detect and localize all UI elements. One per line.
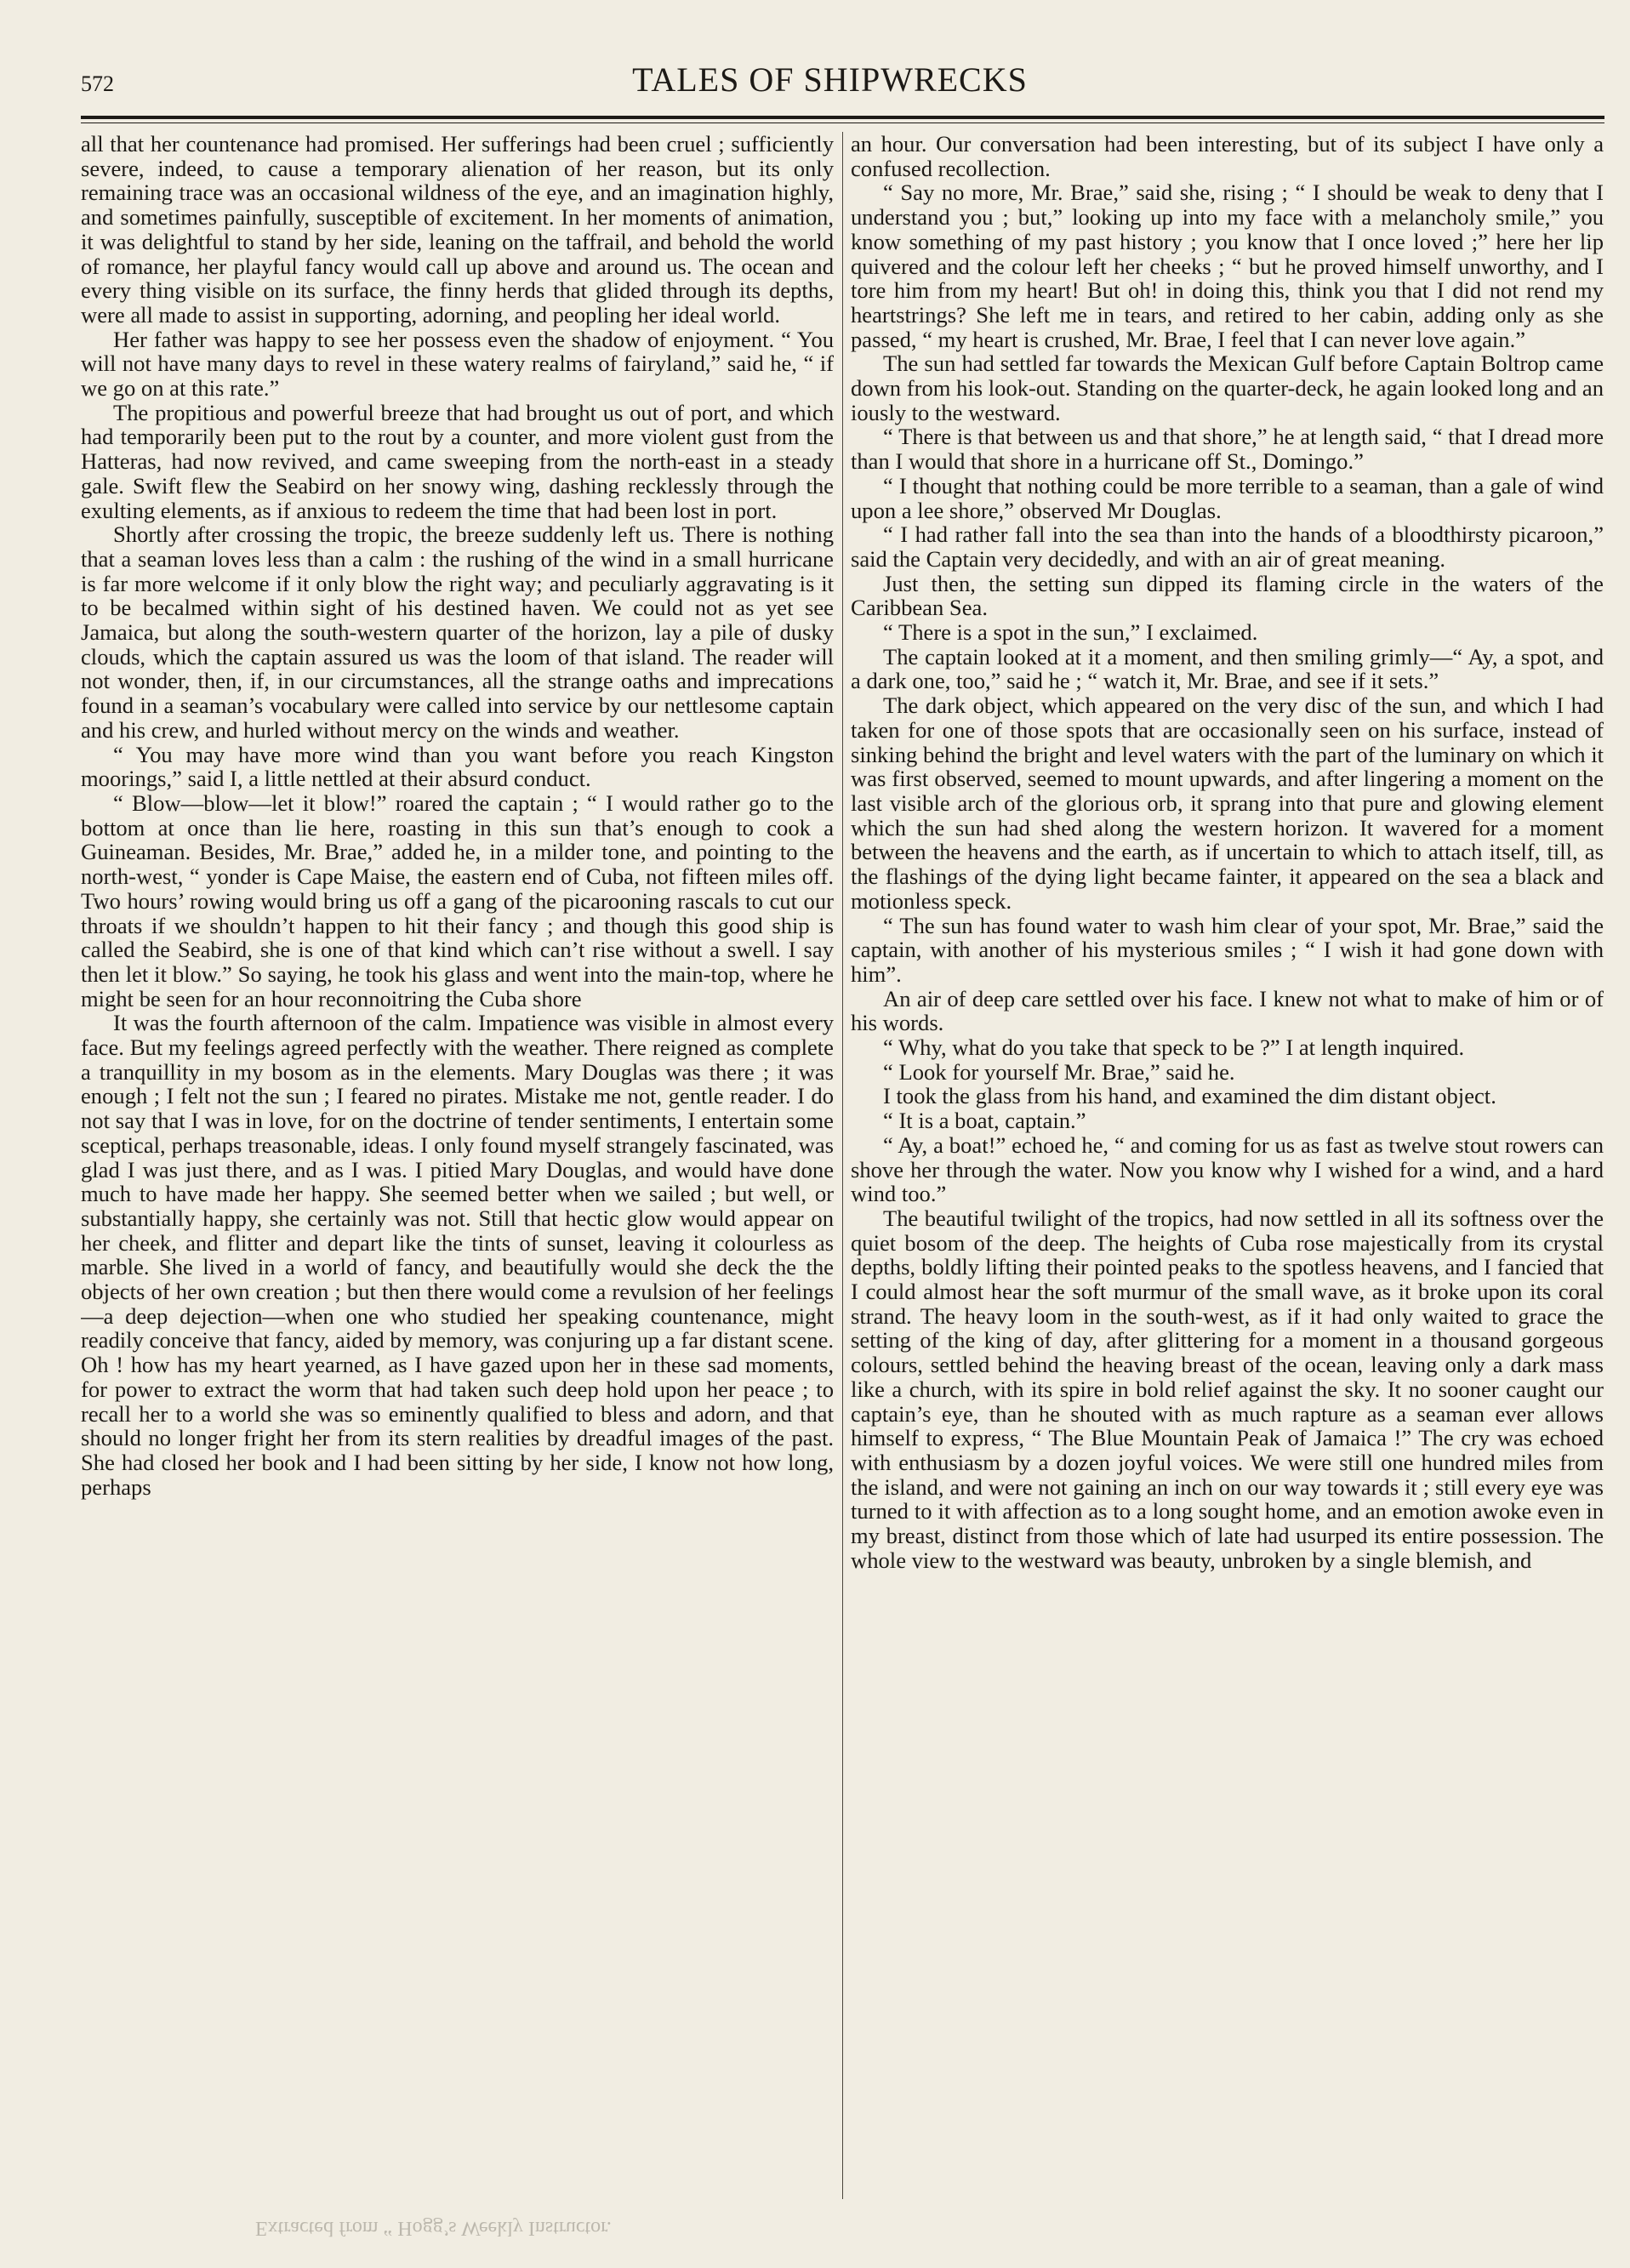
- right-column: [851, 132, 1604, 2203]
- paragraph: The beautiful twilight of the tropics, had now settled in all its softness over the quiet bosom of the deep. The heights of Cuba rose majestically from its crystal depths, boldly lifting their pointed peaks to the spotless heavens, and I fancied that I could almost hear the soft murmur of the small wave, as it broke upon its coral strand. The heavy loom in the south-west, as if it had only waited to grace the setting of the king of day, after glittering for a moment in a thousand gorgeous colours, settled behind the heaving breast of the ocean, leaving only a dark mass like a church, with its spire in bold relief against the sky. It no sooner caught our captain’s eye, than he shouted with as much rapture as a seaman ever allows himself to express, “ The Blue Mountain Peak of Jamaica !” The cry was echoed with enthusiasm by a dozen joyful voices. We were still one hundred miles from the island, and were not gaining an inch on our way towards it ; still every eye was turned to it with affection as to a long sought home, and an emotion awoke even in my breast, distinct from those which of late had usurped its entire possession. The whole view to the westward was beauty, unbroken by a single blemish, and: [851, 1205, 1604, 1573]
- paragraph: “ Blow—blow—let it blow!” roared the captain ; “ I would rather go to the bottom at once than lie here, roasting in this sun that’s enough to cook a Guineaman. Besides, Mr. Brae,” added he, in a milder tone, and pointing to the north-west, “ yonder is Cape Maise, the eastern end of Cuba, not fifteen miles off. Two hours’ rowing would bring us off a gang of the picarooning rascals to cut our throats if we shouldn’t happen to hit their fancy ; and though this good ship is called the Seabird, she is one of that kind which can’t rise without a swell. I say then let it blow.” So saying, he took his glass and went into the main-top, where he might be seen for an hour reconnoitring the Cuba shore: [81, 789, 834, 1011]
- paragraph: The dark object, which appeared on the very disc of the sun, and which I had taken for one of those spots that are occasionally seen on his surface, instead of sinking behind the bright and level waters with the part of the luminary on which it was first observed, seemed to mount upwards, and after lingering a moment on the last visible arch of the glorious orb, it sprang into that pure and glowing element which the sun had shed along the western horizon. It wavered for a moment between the heavens and the earth, as if uncertain to which to attach itself, till, as the flashings of the dying light became fainter, it appeared on the sea a black and motionless speck.: [851, 692, 1604, 914]
- paragraph: I took the glass from his hand, and examined the dim distant object.: [883, 1083, 1496, 1109]
- paragraph: “ Say no more, Mr. Brae,” said she, rising ; “ I should be weak to deny that I understand you ; but,” looking up into my face with a melancholy smile,” you know something of my past history ; you know that I once loved ;” here her lip quivered and the colour left her cheeks ; “ but he proved himself unworthy, and I tore him from my heart! But oh! in doing this, think you that I did not rend my heartstrings? She left me in tears, and retired to her cabin, adding only as she passed, “ my heart is crushed, Mr. Brae, I feel that I can never love again.”: [851, 180, 1604, 352]
- paragraph: Shortly after crossing the tropic, the breeze suddenly left us. There is nothing that a seaman loves less than a calm : the rushing of the wind in a small hurricane is far more welcome if it only blow the right way; and peculiarly aggravating is it to be becalmed within sight of his destined haven. We could not as yet see Jamaica, but along the south-western quarter of the horizon, lay a pile of dusky clouds, which the captain assured us was the loom of that island. The reader will not wonder, then, if, in our circumstances, all the strange oaths and imprecations found in a seaman’s vocabulary were called into service by our nettlesome captain and his crew, and hurled without mercy on the winds and weather.: [81, 521, 834, 743]
- paragraph: It was the fourth afternoon of the calm. Impatience was visible in almost every face. But my feelings agreed perfectly with the weather. There reigned as complete a tranquillity in my bosom as in the elements. Mary Douglas was there ; it was enough ; I felt not the sun ; I feared no pirates. Mistake me not, gentle reader. I do not say that I was in love, for on the doctrine of tender sentiments, I entertain some sceptical, perhaps treasonable, ideas. I only found myself strangely fascinated, was glad I was just there, and as I was. I pitied Mary Douglas, and would have done much to have made her happy. She seemed better when we sailed ; but well, or substantially happy, she certainly was not. Still that hectic glow would appear on her cheek, and flitter and depart like the tints of sunset, leaving it colourless as marble. She lived in a world of fancy, and beautifully would she deck the the objects of her own creation ; but then there would come a revulsion of her feelings—a deep dejection—when one who studied her speaking countenance, might readily conceive that fancy, aided by memory, was conjuring up a far distant scene. Oh ! how has my heart yearned, as I have gazed upon her in these sad moments, for power to extract the worm that had taken such deep hold upon her peace ; to recall her to a world she was so eminently qualified to bless and adorn, and that should no longer fright her from its stern realities by dreadful images of the past. She had closed her book and I had been sitting by her side, I know not how long, perhaps: [81, 1010, 834, 1500]
- paragraph: “ I had rather fall into the sea than into the hands of a bloodthirsty picaroon,” said the Captain very decidedly, and with an air of great meaning.: [851, 521, 1604, 572]
- paragraph: Just then, the setting sun dipped its flaming circle in the waters of the Caribbean Sea.: [851, 570, 1604, 621]
- paragraph: The propitious and powerful breeze that had brought us out of port, and which had temporarily been put to the rout by a counter, and more violent gust from the Hatteras, had now revived, and came sweeping from the north-east in a steady gale. Swift flew the Seabird on her snowy wing, dashing recklessly through the exulting elements, as if anxious to redeem the time that had been lost in port.: [81, 399, 834, 523]
- paragraph: “ There is that between us and that shore,” he at length said, “ that I dread more than I would that shore in a hurricane off St., Domingo.”: [851, 424, 1604, 475]
- paragraph: “ Ay, a boat!” echoed he, “ and coming for us as fast as twelve stout rowers can shove her through the water. Now you know why I wished for a wind, and a hard wind too.”: [851, 1131, 1604, 1207]
- page-number: 572: [81, 71, 114, 96]
- column-divider: [842, 132, 843, 2199]
- paragraph: “ Look for yourself Mr. Brae,” said he.: [883, 1058, 1235, 1085]
- paragraph: “ There is a spot in the sun,” I exclaimed.: [883, 619, 1258, 646]
- paragraph: “ I thought that nothing could be more terrible to a seaman, than a gale of wind upon a lee shore,” observed Mr Douglas.: [851, 472, 1604, 523]
- paragraph: The sun had settled far towards the Mexican Gulf before Captain Boltrop came down from his look-out. Standing on the quarter-deck, he again looked long and an iously to the westward.: [851, 350, 1604, 425]
- paragraph: “ The sun has found water to wash him clear of your spot, Mr. Brae,” said the captain, with another of his mysterious smiles ; “ I wish it had gone down with him”.: [851, 912, 1604, 987]
- paragraph: Her father was happy to see her possess even the shadow of enjoyment. “ You will not have many days to revel in these watery realms of fairyland,” said he, “ if we go on at this rate.”: [81, 326, 834, 402]
- page-header: [81, 51, 1579, 102]
- paragraph: “ Why, what do you take that speck to be ?” I at length inquired.: [883, 1034, 1465, 1061]
- paragraph: The captain looked at it a moment, and then smiling grimly—“ Ay, a spot, and a dark one, too,” said he ; “ watch it, Mr. Brae, and see if it sets.”: [851, 643, 1604, 694]
- header-rule: [81, 116, 1604, 119]
- paragraph: “ It is a boat, captain.”: [883, 1108, 1086, 1134]
- running-title: TALES OF SHIPWRECKS: [632, 60, 1028, 99]
- show-through-text: Extracted from “ Hogg’s Weekly Instructor.: [255, 2217, 612, 2239]
- paragraph: “ You may have more wind than you want before you reach Kingston moorings,” said I, a little nettled at their absurd conduct.: [81, 741, 834, 792]
- left-column: [81, 132, 834, 2203]
- paragraph: an hour. Our conversation had been interesting, but of its subject I have only a confused recollection.: [851, 132, 1604, 181]
- paragraph: An air of deep care settled over his face. I knew not what to make of him or of his words.: [851, 985, 1604, 1036]
- paragraph: all that her countenance had promised. Her sufferings had been cruel ; sufficiently severe, indeed, to cause a temporary alienation of her reason, but its only remaining trace was an occasional wildness of the eye, and an imagination highly, and sometimes painfully, susceptible of excitement. In her moments of animation, it was delightful to stand by her side, leaning on the taffrail, and behold the world of romance, her playful fancy would call up above and around us. The ocean and every thing visible on its surface, the finny herds that glided through its depths, were all made to assist in supporting, adorning, and peopling her ideal world.: [81, 132, 834, 328]
